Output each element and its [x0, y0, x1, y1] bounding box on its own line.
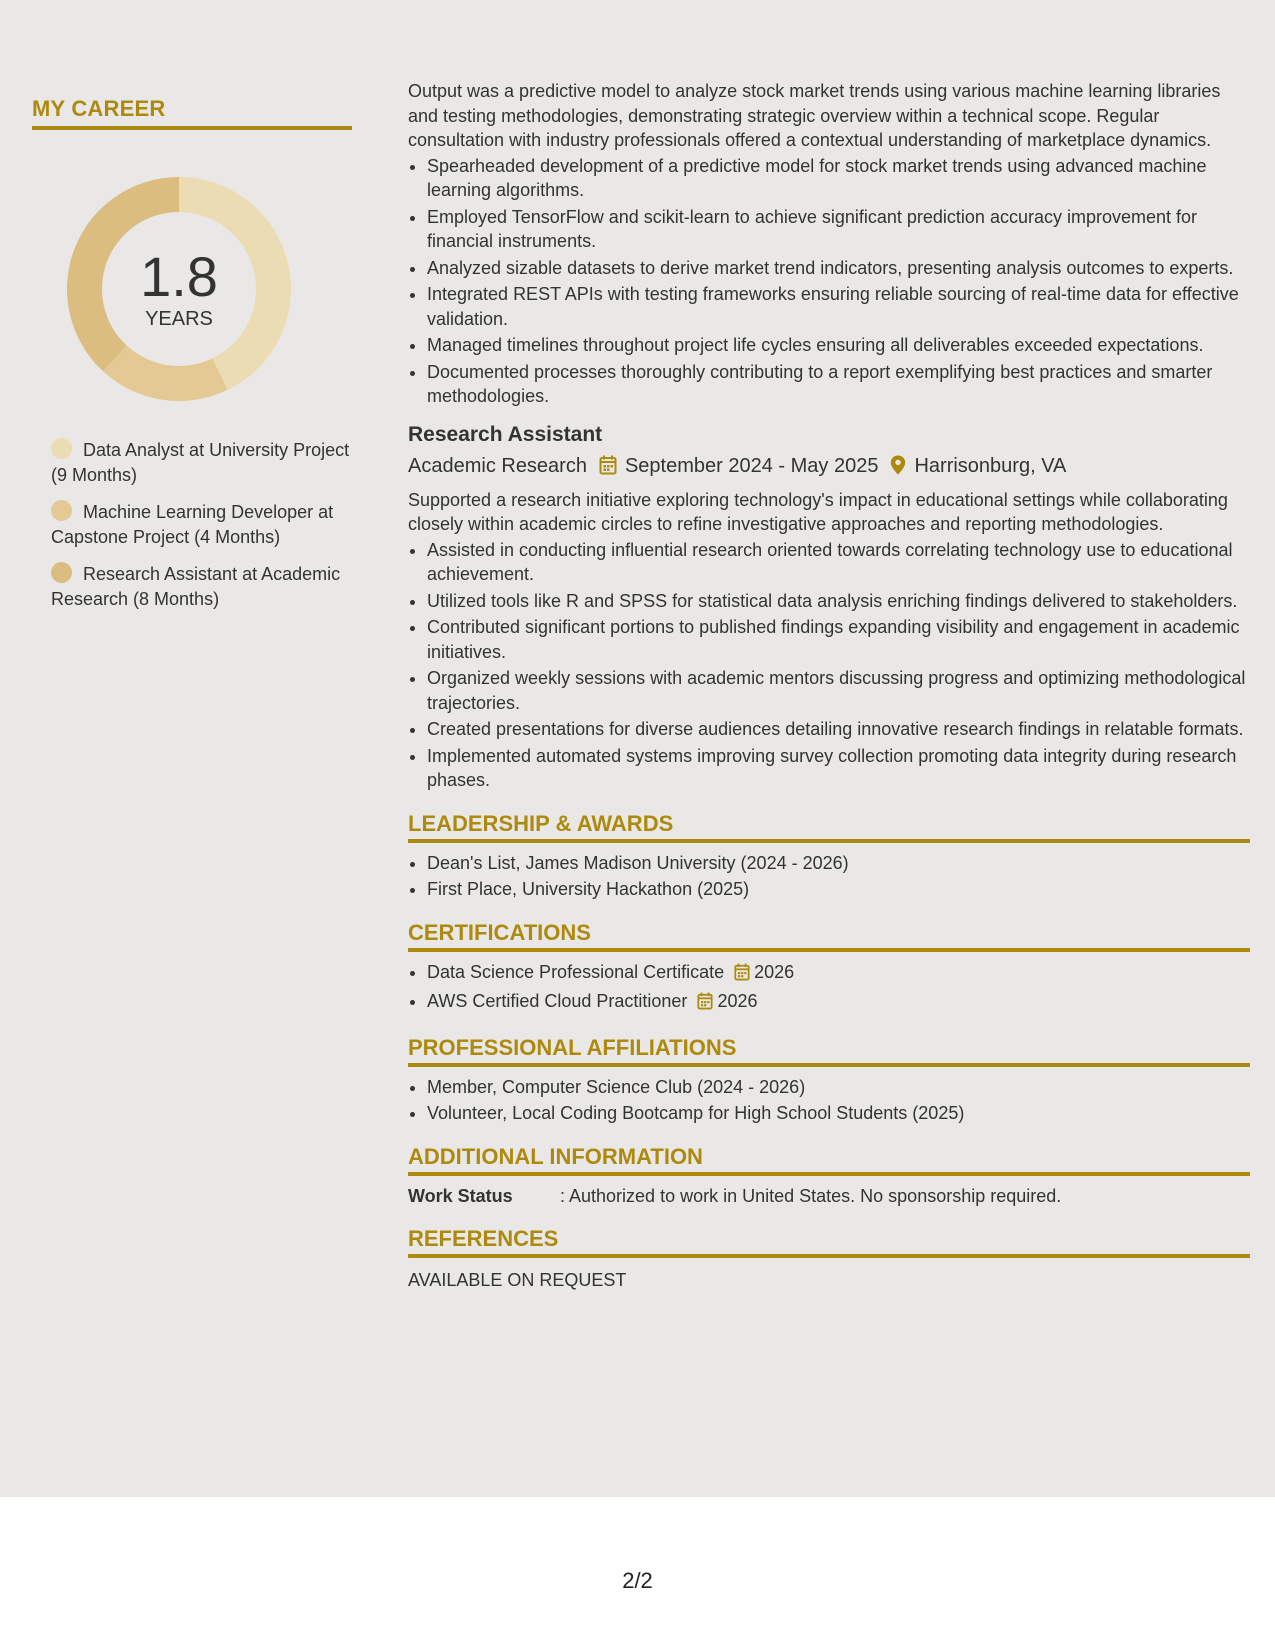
job-description: Supported a research initiative exploring technology's impact in educational settings while collaborating closely within academic circles to refine investigative approaches and reporting methodologies. [408, 489, 1228, 534]
certifications-section-title: CERTIFICATIONS [408, 920, 1250, 952]
legend-label: Data Analyst at University Project (9 Months) [51, 440, 350, 485]
work-status-value: : Authorized to work in United States. No sponsorship required. [560, 1185, 1062, 1206]
career-sidebar [32, 96, 352, 624]
bullet-item: • Employed TensorFlow and scikit-learn to achieve significant prediction accuracy improvement for financial instruments. [427, 205, 1250, 254]
leadership-item: • First Place, University Hackathon (2025) [427, 877, 1250, 902]
certification-year: 2026 [717, 991, 758, 1011]
work-status-row [408, 1184, 1250, 1209]
certifications-list [408, 960, 1250, 1017]
legend-dot [51, 562, 72, 583]
job-bullets [408, 538, 1250, 793]
leadership-item: • Dean's List, James Madison University (2024 - 2026) [427, 851, 1250, 876]
calendar-icon [697, 992, 713, 1017]
leadership-list [408, 851, 1250, 902]
job-dates: September 2024 - May 2025 [624, 454, 879, 477]
job-meta [408, 453, 1250, 482]
career-legend [51, 438, 352, 612]
bullet-item: • Contributed significant portions to published findings expanding visibility and engagement in academic initiatives. [427, 615, 1250, 664]
page-number: 2/2 [622, 1568, 653, 1593]
job-title: Research Assistant [408, 422, 603, 446]
career-total-value: 1.8 [140, 244, 218, 308]
work-status-label: Work Status [408, 1185, 513, 1206]
donut-center [64, 174, 294, 404]
affiliations-section-title: PROFESSIONAL AFFILIATIONS [408, 1035, 1250, 1067]
bullet-item: • Managed timelines throughout project life cycles ensuring all deliverables exceeded expectations. [427, 333, 1250, 358]
references-text: AVAILABLE ON REQUEST [408, 1270, 627, 1290]
legend-item [51, 500, 352, 550]
certification-item [427, 989, 1250, 1017]
bullet-item: • Assisted in conducting influential research oriented towards correlating technology use to educational achievement. [427, 538, 1250, 587]
career-section-title: MY CAREER [32, 96, 352, 130]
location-pin-icon [890, 455, 906, 482]
calendar-icon [734, 963, 750, 988]
calendar-icon [599, 455, 617, 482]
job-bullets [408, 154, 1250, 409]
references-section-title: REFERENCES [408, 1226, 1250, 1258]
legend-item [51, 562, 352, 612]
bullet-item: • Spearheaded development of a predictive model for stock market trends using advanced machine learning algorithms. [427, 154, 1250, 203]
job-location: Harrisonburg, VA [914, 454, 1067, 477]
career-donut-chart [64, 174, 294, 404]
affiliations-list [408, 1075, 1250, 1126]
bullet-item: • Implemented automated systems improving survey collection promoting data integrity during research phases. [427, 744, 1250, 793]
legend-label: Research Assistant at Academic Research (8 Months) [51, 564, 341, 609]
legend-item [51, 438, 352, 488]
job-description: Output was a predictive model to analyze stock market trends using various machine learning libraries and testing methodologies, demonstrating strategic overview within a technical scope. Regular consultation with industry professionals offered a contextual understanding of marketplace dynamics. [408, 81, 1221, 150]
certification-year: 2026 [754, 961, 795, 982]
main-content [408, 79, 1250, 1293]
certification-name: Data Science Professional Certificate [427, 961, 725, 982]
legend-dot [51, 438, 72, 459]
bullet-item: • Documented processes thoroughly contributing to a report exemplifying best practices and smarter methodologies. [427, 360, 1250, 409]
additional-info-section-title: ADDITIONAL INFORMATION [408, 1144, 1250, 1176]
affiliation-item: • Member, Computer Science Club (2024 - 2026) [427, 1075, 1250, 1100]
bullet-item: • Integrated REST APIs with testing frameworks ensuring reliable sourcing of real-time data for effective validation. [427, 282, 1250, 331]
bullet-item: • Created presentations for diverse audiences detailing innovative research findings in relatable formats. [427, 717, 1250, 742]
certification-name: AWS Certified Cloud Practitioner [427, 991, 688, 1011]
legend-dot [51, 500, 72, 521]
affiliation-item: • Volunteer, Local Coding Bootcamp for High School Students (2025) [427, 1101, 1250, 1126]
bullet-item: • Analyzed sizable datasets to derive market trend indicators, presenting analysis outcomes to experts. [427, 256, 1250, 281]
certification-item [427, 960, 1250, 988]
bullet-item: • Organized weekly sessions with academic mentors discussing progress and optimizing methodological trajectories. [427, 666, 1250, 715]
legend-label: Machine Learning Developer at Capstone Project (4 Months) [51, 502, 334, 547]
leadership-section-title: LEADERSHIP & AWARDS [408, 811, 1250, 843]
job-organization: Academic Research [408, 454, 587, 477]
career-total-unit: YEARS [145, 307, 213, 330]
bullet-item: • Utilized tools like R and SPSS for statistical data analysis enriching findings delivered to stakeholders. [427, 589, 1250, 614]
